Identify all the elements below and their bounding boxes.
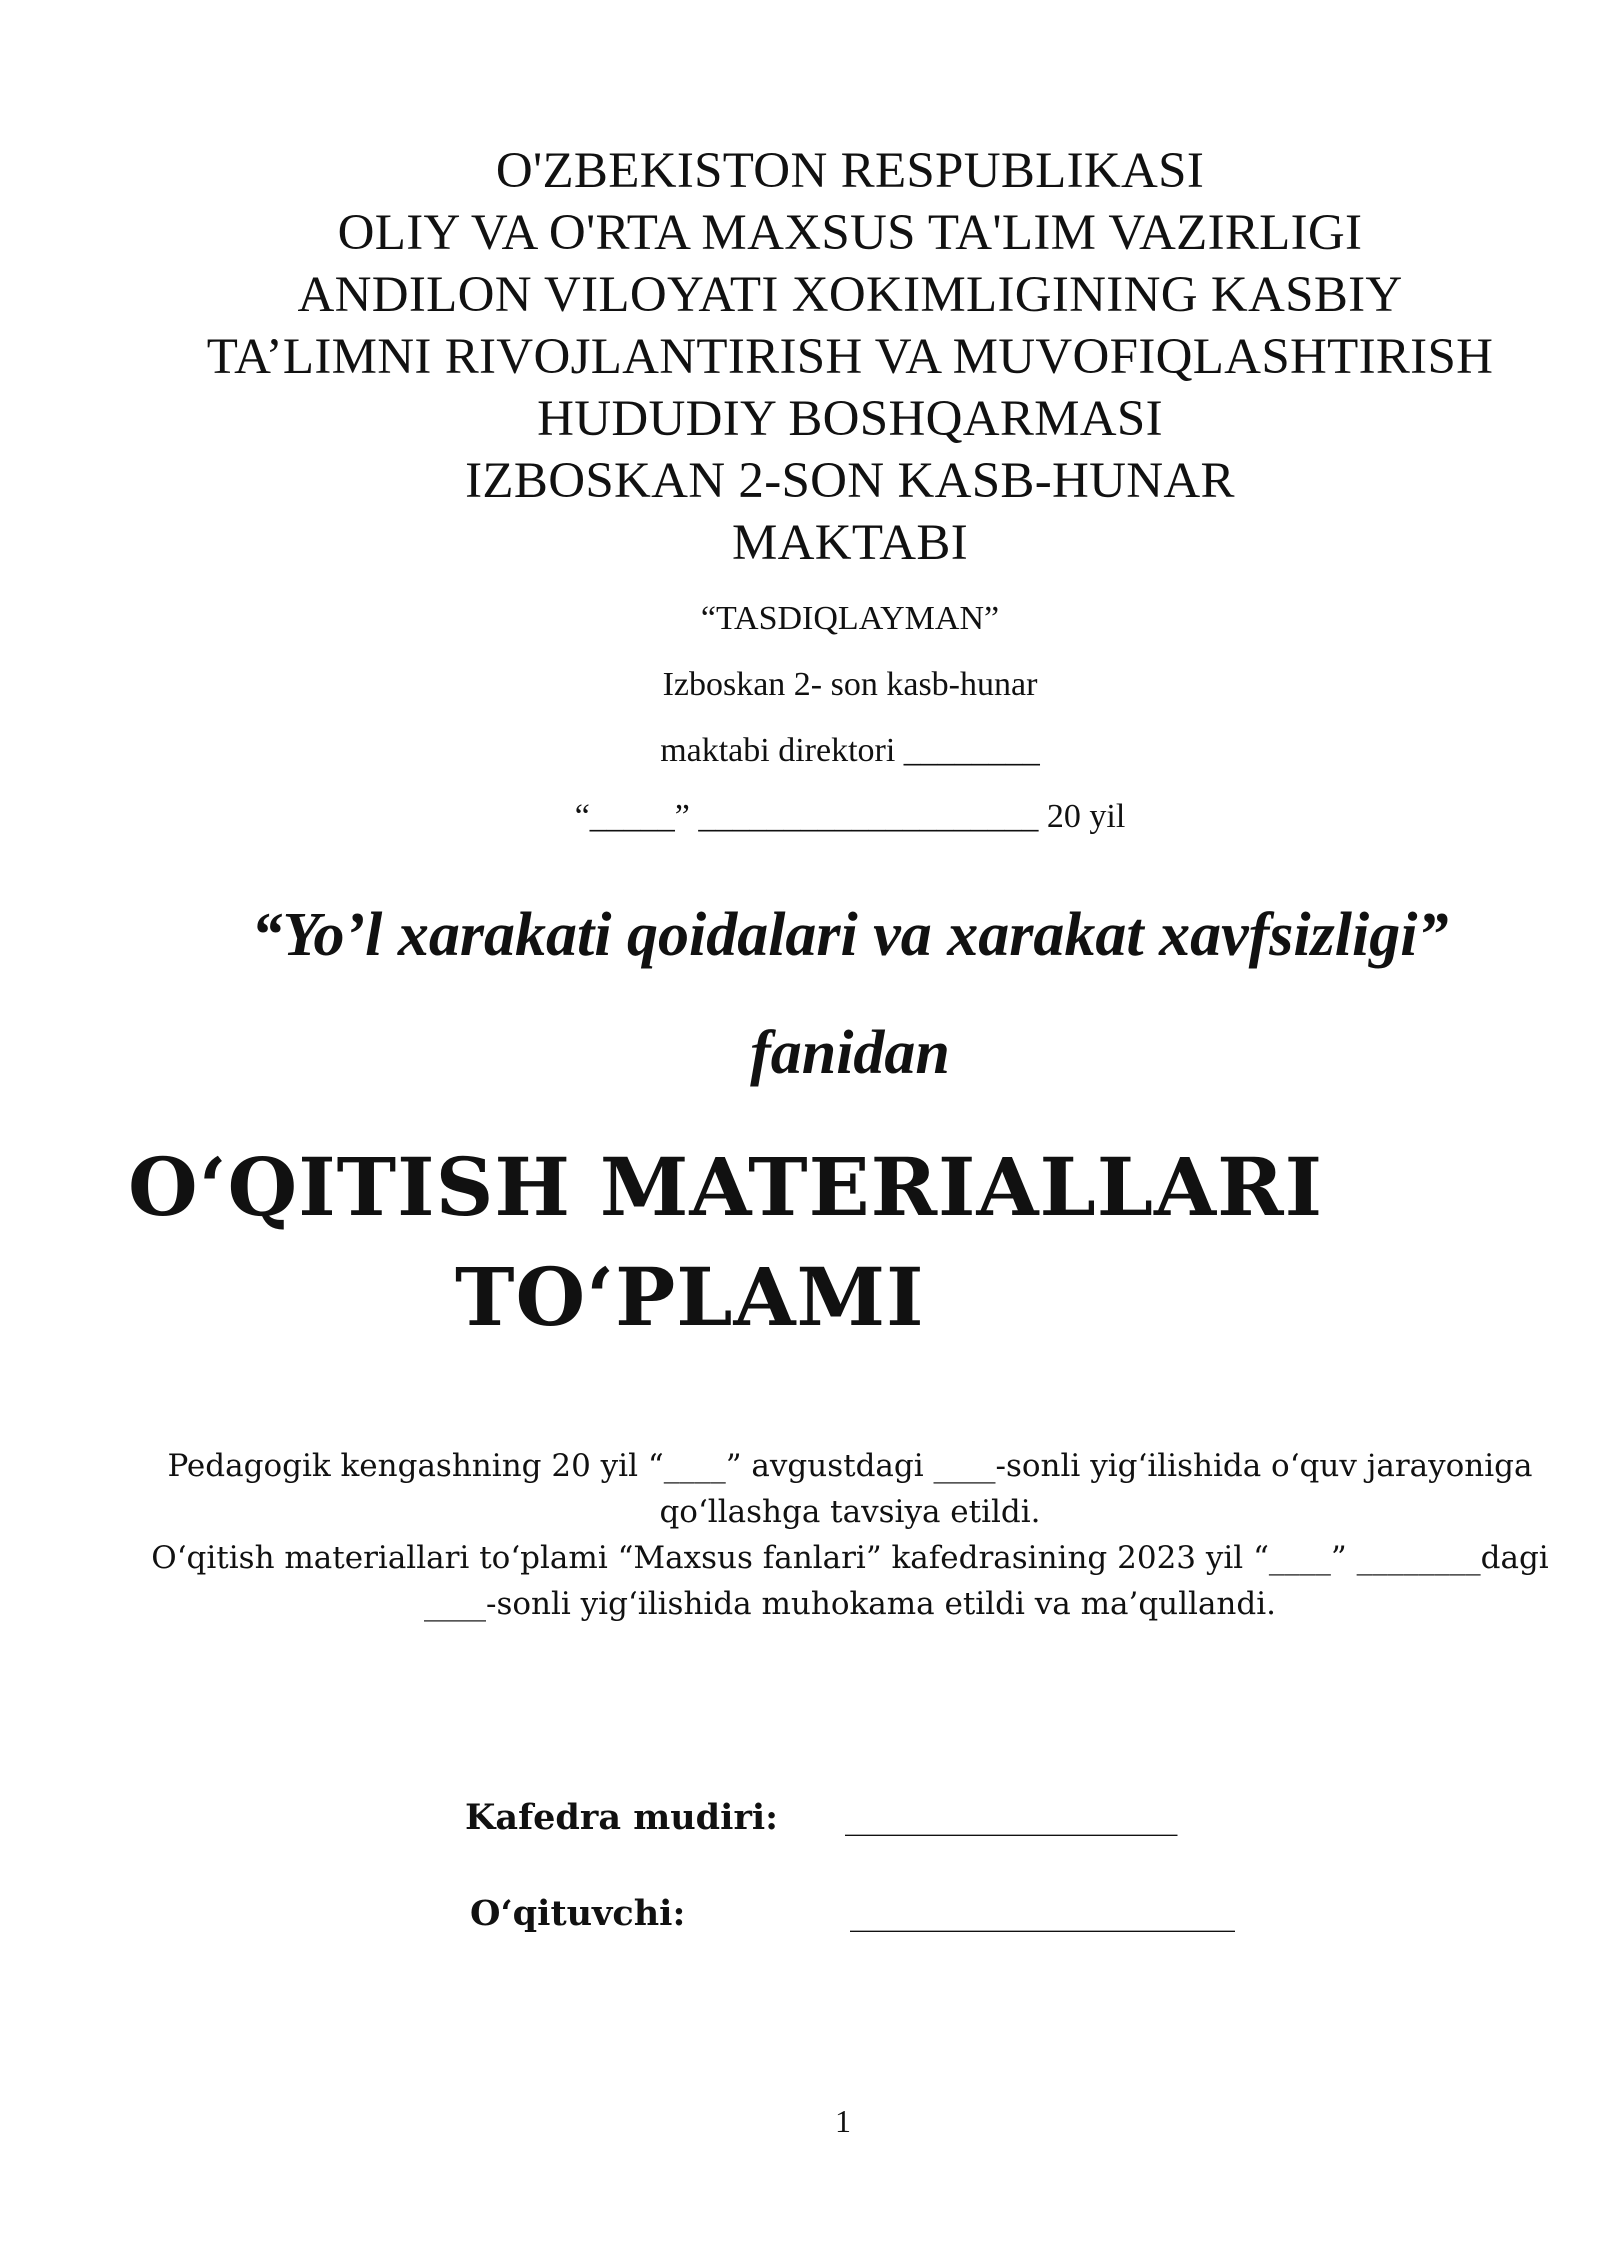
page-number: 1 [835,2103,851,2139]
teacher-label: O‘qituvchi: [470,1893,686,1934]
approval-school: Izboskan 2- son kasb-hunar [662,666,1038,703]
document-header [0,140,1600,574]
approval-paragraph-line-2: qo‘llashga tavsiya etildi. [659,1494,1041,1530]
header-line-3: ANDILON VILOYATI XOKIMLIGINING KASBIY [297,267,1403,323]
approval-paragraph-line-4: ____-sonli yig‘ilishida muhokama etildi va ma’qullandi. [423,1586,1277,1622]
main-title-line-2: TO‘PLAMI [455,1250,925,1344]
header-line-2: OLIY VA O'RTA MAXSUS TA'LIM VAZIRLIGI [337,205,1363,261]
approval-paragraph-line-3: O‘qitish materiallari to‘plami “Maxsus fanlari” kafedrasining 2023 yil “____” ________dagi [151,1540,1549,1576]
header-line-1: O'ZBEKISTON RESPUBLIKASI [495,143,1205,199]
header-line-4: TA’LIMNI RIVOJLANTIRISH VA MUVOFIQLASHTIRISH [206,329,1494,385]
approval-director: maktabi direktori ________ [660,732,1040,769]
approval-date: “_____” ____________________ 20 yil [574,798,1126,835]
header-line-7: MAKTABI [731,515,968,571]
department-head-signature-line: ___________________ [845,1797,1178,1837]
teacher-signature-line: ______________________ [850,1893,1235,1933]
main-title-line-1: O‘QITISH MATERIALLARI [128,1140,1324,1234]
subject-suffix: fanidan [750,1019,950,1087]
approval-title: “TASDIQLAYMAN” [700,600,1000,637]
approval-paragraph-line-1: Pedagogik kengashning 20 yil “____” avgustdagi ____-sonli yig‘ilishida o‘quv jarayoniga [167,1448,1533,1484]
department-head-label: Kafedra mudiri: [465,1797,779,1838]
subject-title: “Yo’l xarakati qoidalari va xarakat xavfsizligi” [251,901,1449,969]
header-line-6: IZBOSKAN 2-SON KASB-HUNAR [465,453,1235,509]
header-line-5: HUDUDIY BOSHQARMASI [537,391,1163,447]
